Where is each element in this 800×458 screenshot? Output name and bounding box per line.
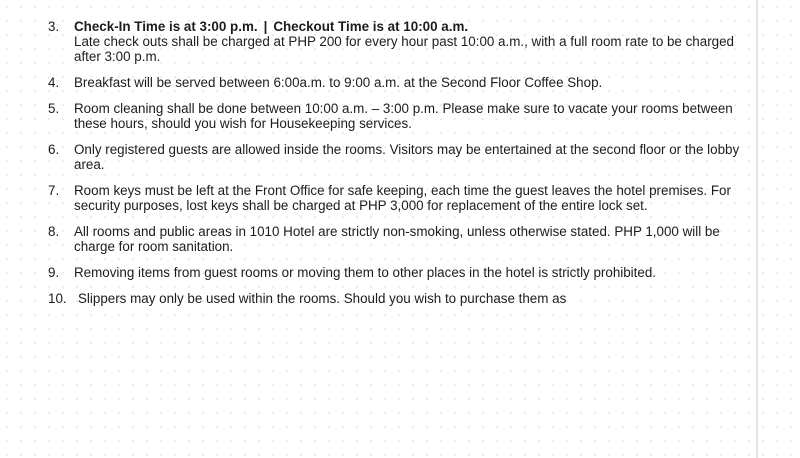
house-rules-list xyxy=(48,0,753,317)
rule-item-2 xyxy=(48,0,753,7)
rule-number: 10. xyxy=(48,291,67,306)
checkin-checkout-times xyxy=(74,19,753,34)
rule-item-10 xyxy=(48,291,753,306)
rule-item-7 xyxy=(48,183,753,213)
checkin-time: Check-In Time is at 3:00 p.m. xyxy=(74,19,258,34)
separator: | xyxy=(263,19,268,34)
rule-item-8 xyxy=(48,224,753,254)
rule-number: 5. xyxy=(48,101,60,116)
rule-number: 3. xyxy=(48,19,60,34)
rule-number: 4. xyxy=(48,75,60,90)
rule-number: 6. xyxy=(48,142,60,157)
rule-item-3 xyxy=(48,19,753,64)
rule-text: Late check outs shall be charged at PHP 200 for every hour past 10:00 a.m., with a full room rate to be charged after 3:00 p.m. xyxy=(74,34,734,64)
rule-item-9 xyxy=(48,265,753,280)
page-border-line xyxy=(756,0,758,458)
rule-text: Breakfast will be served between 6:00a.m. to 9:00 a.m. at the Second Floor Coffee Shop. xyxy=(74,75,603,90)
rule-text: Only registered guests are allowed inside the rooms. Visitors may be entertained at the second floor or the lobby area. xyxy=(74,142,740,172)
rule-item-4 xyxy=(48,75,753,90)
rule-number: 9. xyxy=(48,265,60,280)
rule-text: Room cleaning shall be done between 10:00 a.m. – 3:00 p.m. Please make sure to vacate your rooms between these hours, should you wish for Housekeeping services. xyxy=(74,101,733,131)
rule-number: 7. xyxy=(48,183,60,198)
rule-text: Room keys must be left at the Front Office for safe keeping, each time the guest leaves the hotel premises. For security purposes, lost keys shall be charged at PHP 3,000 for replacement of the entire lock set. xyxy=(74,183,731,213)
rule-item-5 xyxy=(48,101,753,131)
checkout-time: Checkout Time is at 10:00 a.m. xyxy=(273,19,469,34)
rule-item-6 xyxy=(48,142,753,172)
rule-number: 8. xyxy=(48,224,60,239)
rule-text: Slippers may only be used within the rooms. Should you wish to purchase them as xyxy=(78,291,567,306)
rule-text-clip xyxy=(74,0,753,7)
rule-text: All rooms and public areas in 1010 Hotel are strictly non-smoking, unless otherwise stated. PHP 1,000 will be charge for room sanitation. xyxy=(74,224,720,254)
rule-text: Removing items from guest rooms or moving them to other places in the hotel is strictly prohibited. xyxy=(74,265,656,280)
